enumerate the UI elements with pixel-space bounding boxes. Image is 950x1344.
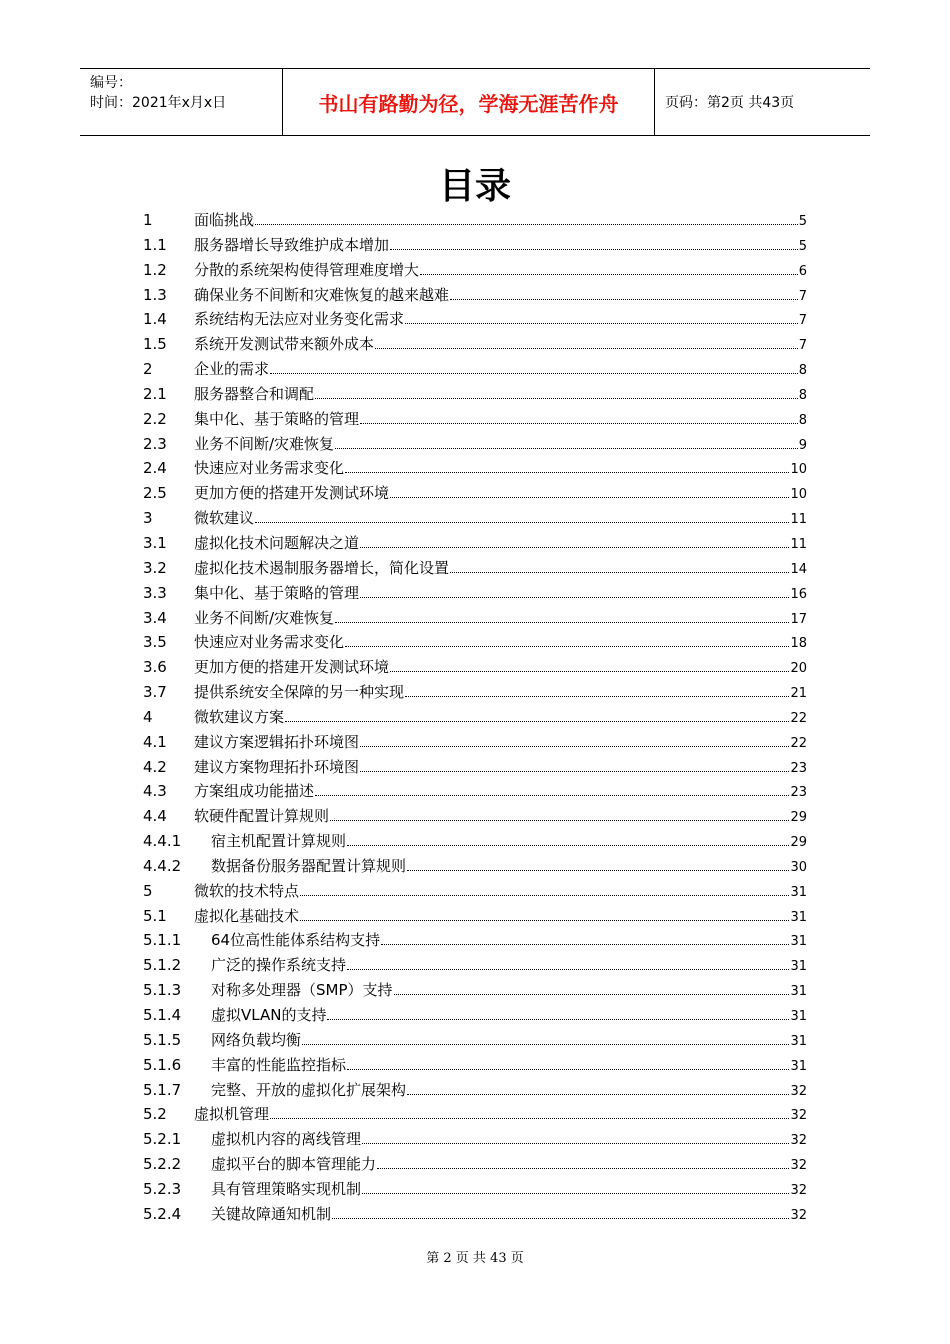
- toc-entry-label: 虚拟化技术遏制服务器增长，简化设置: [194, 558, 450, 577]
- toc-entry-page: 32: [790, 1108, 807, 1124]
- toc-entry[interactable]: [143, 407, 807, 432]
- toc-leader-dots: [315, 398, 798, 399]
- toc-entry[interactable]: [143, 705, 807, 730]
- toc-leader-dots: [327, 1019, 789, 1020]
- toc-entry-body: [211, 1028, 807, 1055]
- toc-entry[interactable]: [143, 755, 807, 780]
- toc-entry-page: 31: [790, 984, 807, 1000]
- toc-entry-number: 5.1: [143, 906, 167, 925]
- toc-entry-label: 服务器增长导致维护成本增加: [194, 235, 390, 254]
- toc-entry[interactable]: [143, 208, 807, 233]
- toc-entry[interactable]: [143, 680, 807, 705]
- toc-entry[interactable]: [143, 283, 807, 308]
- toc-leader-dots: [407, 1094, 789, 1095]
- toc-entry[interactable]: [143, 1177, 807, 1202]
- toc-leader-dots: [345, 472, 789, 473]
- toc-entry-number: 4.4.2: [143, 856, 182, 875]
- toc-leader-dots: [270, 1118, 789, 1119]
- toc-leader-dots: [360, 771, 789, 772]
- toc-entry-number: 5.1.7: [143, 1080, 182, 1099]
- toc-leader-dots: [420, 274, 798, 275]
- toc-entry-page: 31: [790, 959, 807, 975]
- toc-entry-label: 数据备份服务器配置计算规则: [211, 856, 407, 875]
- toc-entry-label: 微软建议: [194, 509, 255, 528]
- toc-entry-body: [211, 928, 807, 955]
- toc-entry-body: [194, 382, 807, 409]
- toc-leader-dots: [450, 299, 798, 300]
- toc-entry-body: [194, 556, 807, 583]
- toc-leader-dots: [405, 696, 789, 697]
- toc-entry-body: [194, 1102, 807, 1129]
- toc-entry-number: 1: [143, 211, 153, 229]
- toc-entry-label: 系统开发测试带来额外成本: [194, 335, 375, 354]
- toc-entry-label: 虚拟平台的脚本管理能力: [211, 1155, 377, 1174]
- toc-entry[interactable]: [143, 829, 807, 854]
- toc-leader-dots: [450, 572, 789, 573]
- toc-entry-body: [194, 208, 807, 235]
- header-page-info: 页码：第2页 共43页: [665, 95, 795, 111]
- toc-leader-dots: [360, 423, 798, 424]
- toc-entry-label: 集中化、基于策略的管理: [194, 583, 360, 602]
- toc-leader-dots: [255, 522, 789, 523]
- toc-entry-page: 16: [790, 586, 807, 602]
- toc-entry-body: [194, 680, 807, 707]
- toc-entry[interactable]: [143, 606, 807, 631]
- toc-leader-dots: [394, 994, 790, 995]
- toc-leader-dots: [360, 547, 789, 548]
- toc-leader-dots: [360, 597, 789, 598]
- toc-entry-page: 9: [798, 437, 807, 453]
- toc-entry[interactable]: [143, 1028, 807, 1053]
- toc-entry-body: [211, 1003, 807, 1030]
- toc-entry-body: [211, 854, 807, 881]
- toc-entry[interactable]: [143, 904, 807, 929]
- toc-entry-page: 5: [798, 238, 807, 254]
- toc-entry[interactable]: [143, 1053, 807, 1078]
- toc-leader-dots: [332, 1218, 789, 1219]
- toc-entry-page: 29: [790, 810, 807, 826]
- toc-entry-body: [194, 630, 807, 657]
- toc-entry-number: 2: [143, 360, 153, 379]
- toc-entry[interactable]: [143, 804, 807, 829]
- toc-entry-page: 17: [790, 611, 807, 627]
- toc-entry-body: [194, 779, 807, 806]
- toc-entry-number: 3.1: [143, 533, 167, 552]
- toc-entry[interactable]: [143, 481, 807, 506]
- toc-entry[interactable]: [143, 556, 807, 581]
- toc-entry-page: 23: [790, 760, 807, 776]
- toc-entry-number: 2.5: [143, 484, 167, 503]
- toc-entry[interactable]: [143, 506, 807, 531]
- toc-entry-body: [194, 233, 807, 260]
- toc-entry-number: 5: [143, 881, 153, 900]
- toc-entry-body: [194, 531, 807, 558]
- toc-entry[interactable]: [143, 1202, 807, 1227]
- toc-entry[interactable]: [143, 581, 807, 606]
- toc-entry-page: 11: [790, 536, 807, 552]
- toc-entry[interactable]: [143, 1003, 807, 1028]
- toc-leader-dots: [300, 895, 789, 896]
- toc-entry-number: 4.3: [143, 782, 167, 801]
- toc-entry-label: 更加方便的搭建开发测试环境: [194, 658, 390, 677]
- toc-entry-page: 7: [798, 288, 807, 304]
- toc-entry[interactable]: [143, 978, 807, 1003]
- toc-entry-body: [211, 978, 807, 1005]
- toc-entry[interactable]: [143, 630, 807, 655]
- toc-entry-label: 虚拟机内容的离线管理: [211, 1130, 362, 1149]
- toc-entry-number: 3.6: [143, 658, 167, 677]
- toc-entry-page: 23: [790, 785, 807, 801]
- toc-entry-number: 3.3: [143, 583, 167, 602]
- toc-entry[interactable]: [143, 382, 807, 407]
- toc-entry-page: 7: [798, 338, 807, 354]
- toc-entry-body: [211, 1202, 807, 1229]
- toc-entry-body: [194, 258, 807, 285]
- toc-leader-dots: [362, 1143, 789, 1144]
- toc-entry-body: [194, 581, 807, 608]
- toc-entry-page: 8: [798, 412, 807, 428]
- toc-entry-number: 4: [143, 707, 153, 726]
- toc-entry-body: [194, 879, 807, 906]
- toc-entry[interactable]: [143, 531, 807, 556]
- toc-entry-page: 6: [798, 263, 807, 279]
- toc-entry[interactable]: [143, 854, 807, 879]
- toc-entry-page: 31: [790, 934, 807, 950]
- toc-entry-number: 5.1.5: [143, 1030, 182, 1049]
- toc-entry[interactable]: [143, 779, 807, 804]
- header-code: 编号：: [90, 75, 132, 91]
- toc-entry-body: [194, 730, 807, 757]
- toc-entry-label: 微软建议方案: [194, 707, 285, 726]
- toc-entry-label: 宿主机配置计算规则: [211, 832, 347, 851]
- toc-entry-number: 5.2.3: [143, 1179, 182, 1198]
- toc-leader-dots: [381, 944, 789, 945]
- toc-entry-number: 1.2: [143, 260, 167, 279]
- toc-entry-page: 22: [790, 735, 807, 751]
- toc-leader-dots: [390, 497, 789, 498]
- toc-entry[interactable]: [143, 307, 807, 332]
- toc-entry-label: 广泛的操作系统支持: [211, 956, 347, 975]
- toc-entry-page: 14: [790, 561, 807, 577]
- toc-entry-page: 32: [790, 1083, 807, 1099]
- toc-entry-label: 虚拟机管理: [194, 1105, 270, 1124]
- toc-entry-body: [194, 904, 807, 931]
- toc-entry[interactable]: [143, 928, 807, 953]
- toc-entry-number: 3.5: [143, 633, 167, 652]
- toc-entry[interactable]: [143, 258, 807, 283]
- toc-entry-label: 丰富的性能监控指标: [211, 1055, 347, 1074]
- toc-entry-label: 对称多处理器（SMP）支持: [211, 981, 393, 1000]
- toc-entry[interactable]: [143, 1102, 807, 1127]
- toc-entry-body: [211, 1127, 807, 1154]
- toc-entry-page: 11: [790, 512, 807, 528]
- page-header: [80, 68, 870, 136]
- toc-entry-label: 业务不间断/灾难恢复: [194, 608, 335, 627]
- toc-entry-body: [194, 407, 807, 434]
- toc-entry-page: 32: [790, 1158, 807, 1174]
- toc-entry-label: 具有管理策略实现机制: [211, 1179, 362, 1198]
- toc-entry[interactable]: [143, 332, 807, 357]
- toc-entry-number: 3.7: [143, 683, 167, 702]
- toc-entry-page: 30: [790, 859, 807, 875]
- toc-entry-number: 3.4: [143, 608, 167, 627]
- toc-entry-label: 方案组成功能描述: [194, 782, 315, 801]
- toc-entry[interactable]: [143, 233, 807, 258]
- toc-entry-body: [194, 755, 807, 782]
- toc-entry-label: 建议方案逻辑拓扑环境图: [194, 732, 360, 751]
- toc-entry-label: 服务器整合和调配: [194, 384, 315, 403]
- toc-entry-page: 32: [790, 1207, 807, 1223]
- toc-leader-dots: [347, 969, 789, 970]
- toc-leader-dots: [315, 795, 789, 796]
- toc-entry-page: 7: [798, 313, 807, 329]
- toc-entry-number: 3: [143, 509, 153, 528]
- toc-entry-number: 5.1.2: [143, 956, 182, 975]
- toc-entry[interactable]: [143, 879, 807, 904]
- toc-entry-label: 建议方案物理拓扑环境图: [194, 757, 360, 776]
- toc-entry-label: 微软的技术特点: [194, 881, 300, 900]
- toc-entry-number: 5.2.1: [143, 1130, 182, 1149]
- toc-entry-label: 提供系统安全保障的另一种实现: [194, 683, 405, 702]
- toc-entry-number: 5.2.4: [143, 1204, 182, 1223]
- toc-leader-dots: [360, 746, 789, 747]
- toc-entry-label: 64位高性能体系结构支持: [211, 931, 381, 950]
- toc-entry-label: 更加方便的搭建开发测试环境: [194, 484, 390, 503]
- toc-leader-dots: [375, 348, 798, 349]
- toc-entry[interactable]: [143, 953, 807, 978]
- toc-entry-page: 18: [790, 636, 807, 652]
- toc-entry-page: 32: [790, 1182, 807, 1198]
- toc-entry-page: 20: [790, 661, 807, 677]
- toc-entry-label: 企业的需求: [194, 360, 270, 379]
- toc-entry-number: 5.1.3: [143, 981, 182, 1000]
- toc-entry-page: 8: [798, 363, 807, 379]
- header-motto: 书山有路勤为径，学海无涯苦作舟: [283, 69, 655, 135]
- toc-entry-number: 4.1: [143, 732, 167, 751]
- toc-entry-body: [194, 357, 807, 384]
- toc-entry-body: [194, 307, 807, 334]
- toc-entry-page: 8: [798, 387, 807, 403]
- toc-entry-body: [194, 506, 807, 533]
- page-title: 目录: [438, 166, 511, 207]
- toc-leader-dots: [347, 1069, 789, 1070]
- toc-entry-label: 快速应对业务需求变化: [194, 633, 345, 652]
- toc-entry-page: 5: [798, 214, 807, 229]
- toc-entry[interactable]: [143, 1127, 807, 1152]
- toc-leader-dots: [335, 448, 798, 449]
- toc-entry-body: [194, 432, 807, 459]
- toc-entry-body: [194, 655, 807, 682]
- toc-entry-number: 5.2: [143, 1105, 167, 1124]
- toc-entry-page: 31: [790, 884, 807, 900]
- toc-entry-body: [211, 1078, 807, 1105]
- toc-leader-dots: [345, 646, 789, 647]
- toc-entry[interactable]: [143, 1152, 807, 1177]
- toc-entry-label: 确保业务不间断和灾难恢复的越来越难: [194, 285, 450, 304]
- toc-entry-body: [211, 829, 807, 856]
- toc-entry-body: [194, 481, 807, 508]
- page-footer: 第 2 页 共 43 页: [426, 1251, 524, 1266]
- toc-entry-number: 4.4: [143, 807, 167, 826]
- toc-entry[interactable]: [143, 432, 807, 457]
- table-of-contents: [143, 208, 807, 1227]
- toc-entry-number: 2.1: [143, 384, 167, 403]
- toc-leader-dots: [330, 820, 789, 821]
- toc-entry-number: 5.1.4: [143, 1006, 182, 1024]
- toc-leader-dots: [347, 845, 789, 846]
- toc-entry-page: 31: [790, 909, 807, 925]
- toc-leader-dots: [377, 1168, 789, 1169]
- toc-entry-label: 软硬件配置计算规则: [194, 807, 330, 826]
- toc-entry-label: 虚拟化技术问题解决之道: [194, 533, 360, 552]
- toc-entry-label: 系统结构无法应对业务变化需求: [194, 310, 405, 329]
- toc-entry-number: 3.2: [143, 558, 167, 577]
- toc-leader-dots: [335, 622, 789, 623]
- toc-leader-dots: [302, 1044, 789, 1045]
- toc-entry[interactable]: [143, 1078, 807, 1103]
- header-time: 时间：2021年x月x日: [90, 95, 227, 111]
- toc-entry-label: 网络负载均衡: [211, 1030, 302, 1049]
- toc-leader-dots: [270, 373, 798, 374]
- toc-entry-label: 关键故障通知机制: [211, 1204, 332, 1223]
- toc-entry-body: [211, 953, 807, 980]
- toc-entry[interactable]: [143, 655, 807, 680]
- toc-entry-number: 1.5: [143, 335, 167, 354]
- toc-entry-number: 2.4: [143, 459, 167, 478]
- toc-entry-page: 31: [790, 1009, 807, 1024]
- toc-entry-body: [211, 1152, 807, 1179]
- toc-leader-dots: [407, 870, 789, 871]
- toc-entry-body: [194, 456, 807, 483]
- toc-entry-label: 完整、开放的虚拟化扩展架构: [211, 1080, 407, 1099]
- toc-entry-label: 分散的系统架构使得管理难度增大: [194, 260, 420, 279]
- toc-entry-number: 4.4.1: [143, 832, 182, 851]
- toc-entry-label: 业务不间断/灾难恢复: [194, 434, 335, 453]
- toc-leader-dots: [255, 224, 798, 225]
- toc-entry[interactable]: [143, 357, 807, 382]
- toc-entry-label: 面临挑战: [194, 211, 255, 229]
- toc-entry[interactable]: [143, 456, 807, 481]
- toc-entry-number: 5.2.2: [143, 1155, 182, 1174]
- toc-entry-page: 10: [790, 462, 807, 478]
- toc-entry-page: 22: [790, 710, 807, 726]
- toc-entry-label: 虚拟化基础技术: [194, 906, 300, 925]
- header-meta: [80, 69, 283, 135]
- toc-leader-dots: [405, 323, 798, 324]
- toc-entry-number: 4.2: [143, 757, 167, 776]
- toc-entry-number: 2.3: [143, 434, 167, 453]
- toc-entry-body: [211, 1177, 807, 1204]
- toc-entry-number: 2.2: [143, 409, 167, 428]
- toc-entry[interactable]: [143, 730, 807, 755]
- toc-entry-page: 21: [790, 686, 807, 702]
- toc-entry-number: 1.4: [143, 310, 167, 329]
- toc-entry-number: 1.3: [143, 285, 167, 304]
- toc-leader-dots: [390, 671, 789, 672]
- toc-entry-body: [194, 606, 807, 633]
- toc-leader-dots: [285, 721, 789, 722]
- toc-entry-page: 10: [790, 487, 807, 503]
- toc-entry-label: 快速应对业务需求变化: [194, 459, 345, 478]
- toc-entry-body: [194, 283, 807, 310]
- toc-entry-body: [194, 804, 807, 831]
- toc-entry-number: 5.1.6: [143, 1055, 182, 1074]
- toc-leader-dots: [300, 920, 789, 921]
- toc-entry-page: 31: [790, 1033, 807, 1049]
- toc-entry-number: 1.1: [143, 235, 167, 254]
- toc-entry-body: [194, 705, 807, 732]
- toc-entry-body: [194, 332, 807, 359]
- toc-entry-number: 5.1.1: [143, 931, 182, 950]
- toc-leader-dots: [362, 1193, 789, 1194]
- toc-entry-page: 29: [790, 835, 807, 851]
- toc-entry-label: 集中化、基于策略的管理: [194, 409, 360, 428]
- toc-entry-page: 32: [790, 1133, 807, 1149]
- toc-entry-body: [211, 1053, 807, 1080]
- toc-leader-dots: [390, 249, 798, 250]
- toc-entry-page: 31: [790, 1058, 807, 1074]
- toc-entry-label: 虚拟VLAN的支持: [211, 1006, 327, 1024]
